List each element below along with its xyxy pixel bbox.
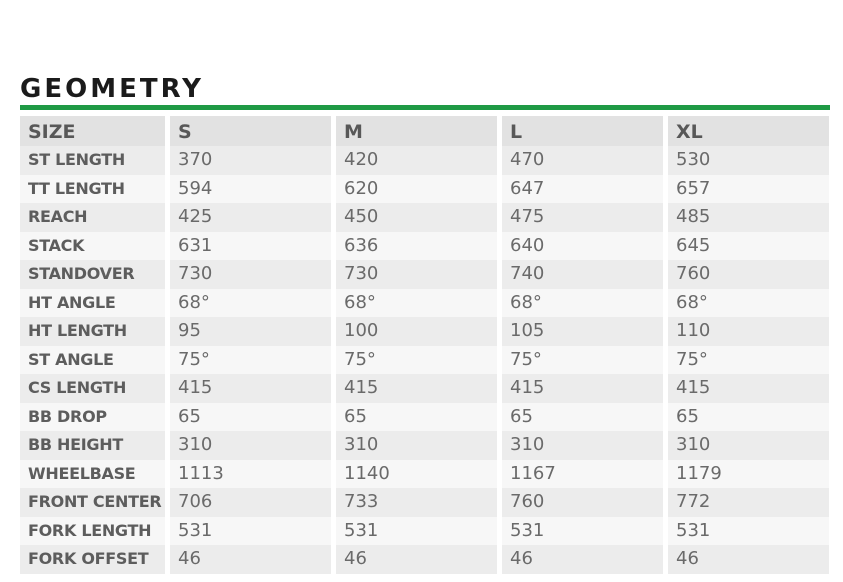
table-cell: 110 bbox=[668, 317, 829, 346]
row-label: ST ANGLE bbox=[20, 346, 165, 375]
table-cell: 425 bbox=[170, 203, 331, 232]
table-cell: 370 bbox=[170, 146, 331, 175]
table-header-cell: M bbox=[336, 116, 497, 146]
row-label: BB DROP bbox=[20, 403, 165, 432]
table-cell: 475 bbox=[502, 203, 663, 232]
table-cell: 594 bbox=[170, 175, 331, 204]
table-cell: 645 bbox=[668, 232, 829, 261]
table-cell: 730 bbox=[336, 260, 497, 289]
table-cell: 620 bbox=[336, 175, 497, 204]
row-label: ST LENGTH bbox=[20, 146, 165, 175]
table-cell: 415 bbox=[170, 374, 331, 403]
table-cell: 75° bbox=[502, 346, 663, 375]
table-cell: 68° bbox=[170, 289, 331, 318]
table-cell: 1179 bbox=[668, 460, 829, 489]
table-cell: 760 bbox=[502, 488, 663, 517]
row-label: STANDOVER bbox=[20, 260, 165, 289]
table-cell: 65 bbox=[668, 403, 829, 432]
table-cell: 450 bbox=[336, 203, 497, 232]
table-cell: 65 bbox=[336, 403, 497, 432]
table-cell: 706 bbox=[170, 488, 331, 517]
table-header-cell: L bbox=[502, 116, 663, 146]
table-cell: 647 bbox=[502, 175, 663, 204]
row-label: BB HEIGHT bbox=[20, 431, 165, 460]
row-label: STACK bbox=[20, 232, 165, 261]
row-label: FRONT CENTER bbox=[20, 488, 165, 517]
table-cell: 730 bbox=[170, 260, 331, 289]
table-cell: 470 bbox=[502, 146, 663, 175]
table-cell: 531 bbox=[170, 517, 331, 546]
table-cell: 772 bbox=[668, 488, 829, 517]
table-cell: 46 bbox=[170, 545, 331, 574]
table-cell: 760 bbox=[668, 260, 829, 289]
table-cell: 657 bbox=[668, 175, 829, 204]
table-cell: 531 bbox=[668, 517, 829, 546]
table-cell: 68° bbox=[502, 289, 663, 318]
table-cell: 531 bbox=[502, 517, 663, 546]
geometry-table bbox=[20, 116, 830, 574]
row-label: FORK LENGTH bbox=[20, 517, 165, 546]
table-cell: 65 bbox=[170, 403, 331, 432]
row-label: HT LENGTH bbox=[20, 317, 165, 346]
table-cell: 530 bbox=[668, 146, 829, 175]
table-cell: 65 bbox=[502, 403, 663, 432]
table-cell: 46 bbox=[668, 545, 829, 574]
page-title: GEOMETRY bbox=[20, 74, 204, 104]
table-cell: 310 bbox=[336, 431, 497, 460]
table-cell: 75° bbox=[668, 346, 829, 375]
table-cell: 1113 bbox=[170, 460, 331, 489]
table-cell: 75° bbox=[170, 346, 331, 375]
row-label: FORK OFFSET bbox=[20, 545, 165, 574]
table-cell: 640 bbox=[502, 232, 663, 261]
row-label: WHEELBASE bbox=[20, 460, 165, 489]
table-cell: 310 bbox=[668, 431, 829, 460]
table-header-cell: S bbox=[170, 116, 331, 146]
table-cell: 95 bbox=[170, 317, 331, 346]
table-cell: 105 bbox=[502, 317, 663, 346]
table-cell: 1140 bbox=[336, 460, 497, 489]
table-cell: 740 bbox=[502, 260, 663, 289]
table-cell: 75° bbox=[336, 346, 497, 375]
table-cell: 310 bbox=[170, 431, 331, 460]
table-cell: 415 bbox=[668, 374, 829, 403]
table-cell: 631 bbox=[170, 232, 331, 261]
table-cell: 420 bbox=[336, 146, 497, 175]
table-cell: 415 bbox=[502, 374, 663, 403]
table-cell: 1167 bbox=[502, 460, 663, 489]
table-header-cell: XL bbox=[668, 116, 829, 146]
row-label: TT LENGTH bbox=[20, 175, 165, 204]
table-cell: 310 bbox=[502, 431, 663, 460]
table-cell: 46 bbox=[502, 545, 663, 574]
row-label: REACH bbox=[20, 203, 165, 232]
table-cell: 46 bbox=[336, 545, 497, 574]
table-cell: 68° bbox=[336, 289, 497, 318]
row-label: HT ANGLE bbox=[20, 289, 165, 318]
row-label: CS LENGTH bbox=[20, 374, 165, 403]
table-cell: 733 bbox=[336, 488, 497, 517]
title-underline bbox=[20, 105, 830, 110]
table-cell: 636 bbox=[336, 232, 497, 261]
table-cell: 100 bbox=[336, 317, 497, 346]
table-cell: 485 bbox=[668, 203, 829, 232]
table-cell: 415 bbox=[336, 374, 497, 403]
table-cell: 68° bbox=[668, 289, 829, 318]
table-header-cell: SIZE bbox=[20, 116, 165, 146]
table-cell: 531 bbox=[336, 517, 497, 546]
